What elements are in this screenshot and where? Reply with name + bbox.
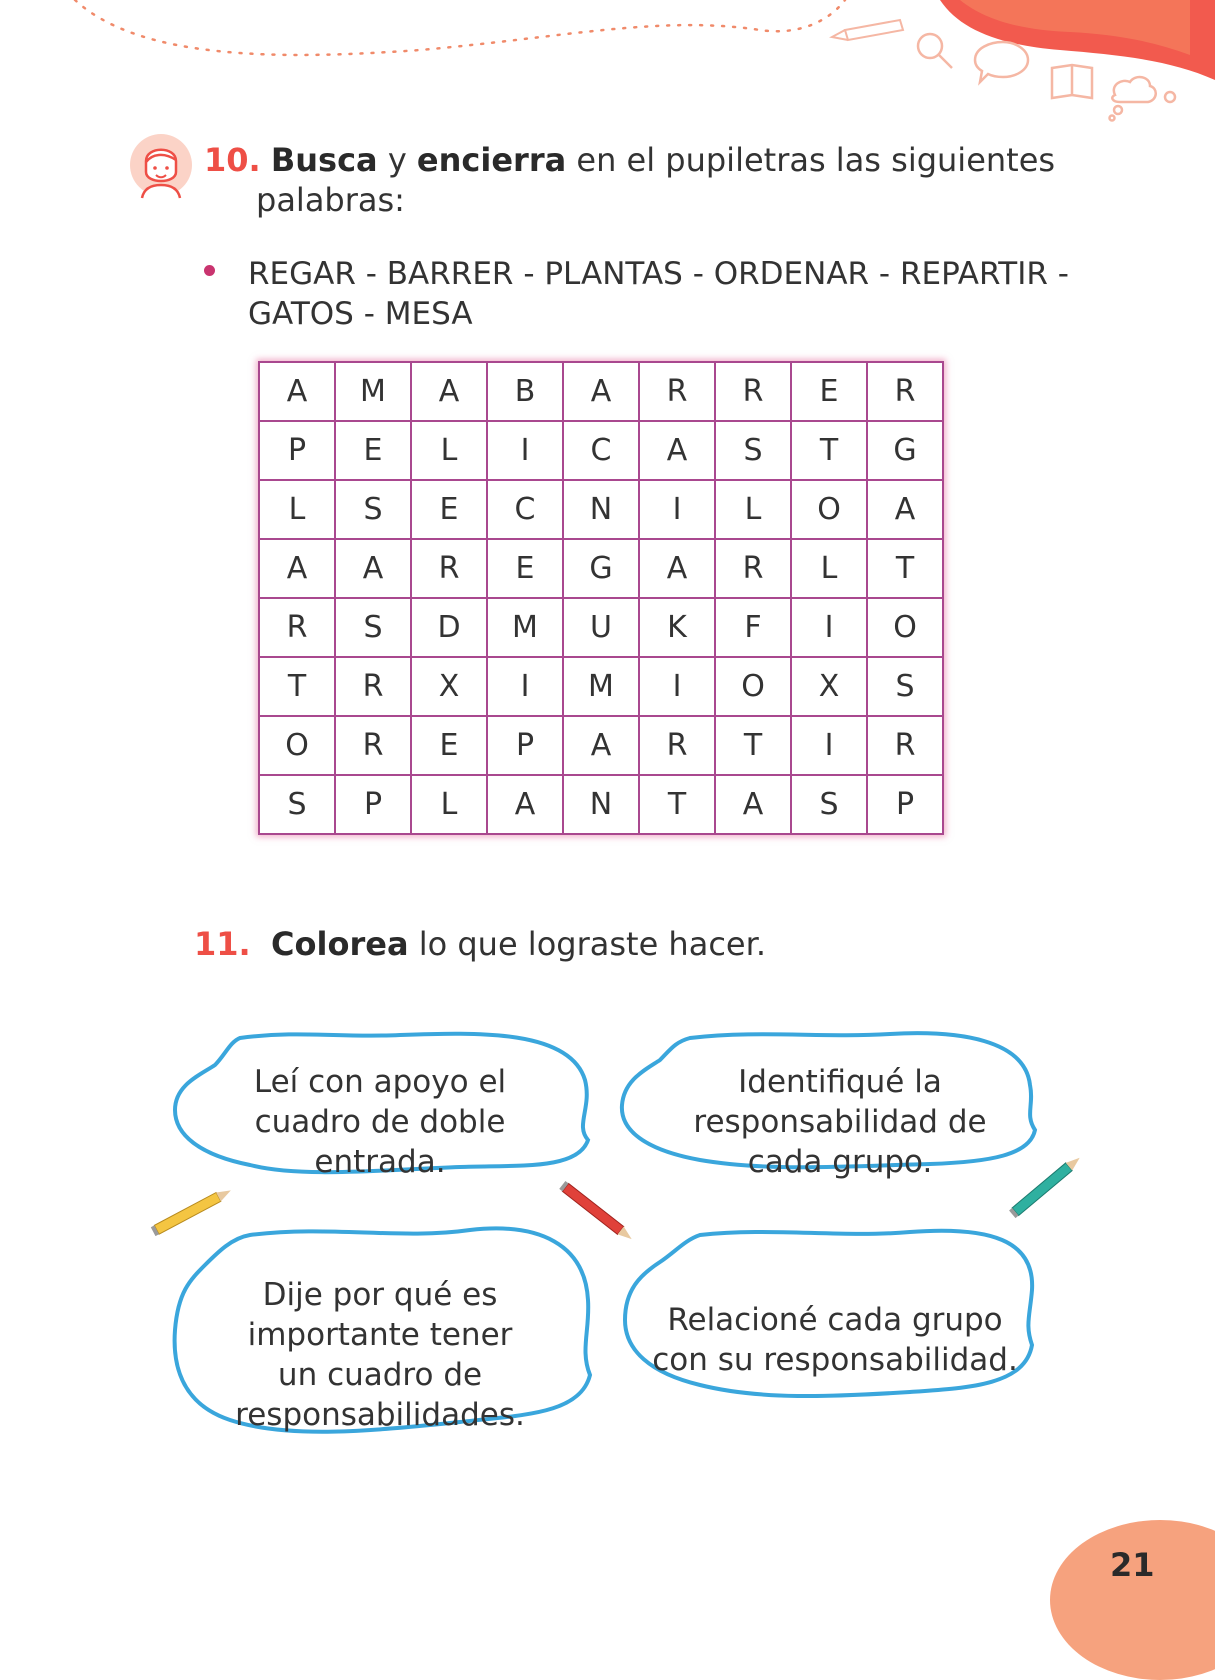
grid-cell[interactable]: A [715, 775, 791, 834]
bubble-text-1 [200, 1062, 560, 1182]
grid-cell[interactable]: K [639, 598, 715, 657]
grid-cell[interactable]: P [487, 716, 563, 775]
grid-cell[interactable]: B [487, 362, 563, 421]
red-pencil-icon [559, 1181, 635, 1243]
page-number-tab [1050, 1520, 1215, 1680]
grid-cell[interactable]: M [335, 362, 411, 421]
grid-cell[interactable]: R [715, 539, 791, 598]
speech-bubble-icon [975, 42, 1028, 82]
grid-cell[interactable]: R [639, 362, 715, 421]
grid-cell[interactable]: S [259, 775, 335, 834]
grid-cell[interactable]: M [563, 657, 639, 716]
grid-cell[interactable]: S [867, 657, 943, 716]
grid-cell[interactable]: O [259, 716, 335, 775]
grid-cell[interactable]: E [411, 716, 487, 775]
grid-cell[interactable]: E [487, 539, 563, 598]
word-list-line: REGAR - BARRER - PLANTAS - ORDENAR - REPARTIR - [248, 256, 1069, 292]
bullet-point [204, 265, 215, 276]
bubble-line: con su responsabilidad. [652, 1342, 1018, 1378]
bubble-line: un cuadro de [277, 1357, 483, 1393]
grid-cell[interactable]: A [563, 716, 639, 775]
grid-cell[interactable]: I [791, 716, 867, 775]
grid-cell[interactable]: I [487, 421, 563, 480]
grid-row [259, 362, 943, 421]
bubble-text-3 [200, 1275, 560, 1435]
grid-cell[interactable]: A [639, 539, 715, 598]
grid-cell[interactable]: T [791, 421, 867, 480]
student-icon [130, 128, 196, 202]
word-list [248, 254, 1108, 334]
activity-10-instruction [204, 140, 1064, 220]
instruction-text: en el pupiletras las siguientes [576, 141, 1056, 179]
grid-cell[interactable]: S [335, 598, 411, 657]
grid-cell[interactable]: X [411, 657, 487, 716]
grid-cell[interactable]: E [411, 480, 487, 539]
grid-cell[interactable]: R [411, 539, 487, 598]
grid-cell[interactable]: O [867, 598, 943, 657]
magnifier-icon [918, 34, 952, 68]
book-icon [1052, 65, 1092, 98]
bubble-line: cada grupo. [747, 1144, 933, 1180]
yellow-pencil-icon [151, 1186, 233, 1236]
grid-cell[interactable]: O [715, 657, 791, 716]
bubble-line: Identifiqué la [738, 1064, 942, 1100]
activity-10-number: 10. [204, 141, 261, 179]
grid-cell[interactable]: C [563, 421, 639, 480]
bubble-line: Leí con apoyo el [253, 1064, 507, 1100]
grid-cell[interactable]: C [487, 480, 563, 539]
grid-cell[interactable]: S [335, 480, 411, 539]
grid-cell[interactable]: U [563, 598, 639, 657]
grid-cell[interactable]: E [335, 421, 411, 480]
page-number: 21 [1110, 1546, 1155, 1584]
grid-cell[interactable]: X [791, 657, 867, 716]
grid-cell[interactable]: R [715, 362, 791, 421]
grid-cell[interactable]: A [411, 362, 487, 421]
grid-cell[interactable]: R [867, 716, 943, 775]
grid-cell[interactable]: N [563, 775, 639, 834]
grid-cell[interactable]: E [791, 362, 867, 421]
grid-row [259, 539, 943, 598]
grid-cell[interactable]: P [335, 775, 411, 834]
word-list-line: GATOS - MESA [248, 296, 473, 332]
grid-row [259, 421, 943, 480]
thought-cloud-icon [1110, 77, 1176, 120]
grid-cell[interactable]: L [259, 480, 335, 539]
grid-cell[interactable]: F [715, 598, 791, 657]
grid-cell[interactable]: A [563, 362, 639, 421]
grid-cell[interactable]: R [259, 598, 335, 657]
grid-cell[interactable]: T [867, 539, 943, 598]
grid-cell[interactable]: R [867, 362, 943, 421]
grid-cell[interactable]: M [487, 598, 563, 657]
instruction-text: lo que lograste hacer. [418, 925, 766, 963]
bubble-line: cuadro de doble [254, 1104, 506, 1140]
grid-cell[interactable]: A [335, 539, 411, 598]
grid-cell[interactable]: T [639, 775, 715, 834]
grid-cell[interactable]: A [867, 480, 943, 539]
bubble-line: responsabilidad de [693, 1104, 987, 1140]
bubble-line: responsabilidades. [235, 1397, 525, 1433]
grid-row [259, 657, 943, 716]
grid-row [259, 775, 943, 834]
grid-cell[interactable]: S [791, 775, 867, 834]
instruction-conjunction: y [387, 141, 407, 179]
grid-cell[interactable]: L [715, 480, 791, 539]
grid-cell[interactable]: A [259, 539, 335, 598]
grid-cell[interactable]: L [411, 775, 487, 834]
grid-cell[interactable]: N [563, 480, 639, 539]
grid-cell[interactable]: P [867, 775, 943, 834]
instruction-verb-encierra: encierra [416, 141, 567, 179]
bubble-text-2 [645, 1062, 1035, 1182]
grid-row [259, 480, 943, 539]
grid-cell[interactable]: L [791, 539, 867, 598]
header-decoration [0, 0, 1215, 130]
instruction-verb-busca: Busca [270, 141, 378, 179]
grid-cell[interactable]: I [639, 480, 715, 539]
grid-cell[interactable]: P [259, 421, 335, 480]
grid-cell[interactable]: R [335, 716, 411, 775]
grid-cell[interactable]: R [639, 716, 715, 775]
bubble-line: Relacioné cada grupo [667, 1302, 1003, 1338]
grid-cell[interactable]: D [411, 598, 487, 657]
grid-cell[interactable]: A [259, 362, 335, 421]
grid-row [259, 598, 943, 657]
grid-cell[interactable]: G [867, 421, 943, 480]
bubble-line: entrada. [314, 1144, 446, 1180]
grid-cell[interactable]: L [411, 421, 487, 480]
grid-cell[interactable]: S [715, 421, 791, 480]
grid-cell[interactable]: I [639, 657, 715, 716]
grid-cell[interactable]: I [487, 657, 563, 716]
grid-cell[interactable]: A [639, 421, 715, 480]
activity-11-number: 11. [194, 925, 251, 963]
grid-cell[interactable]: T [259, 657, 335, 716]
grid-cell[interactable]: O [791, 480, 867, 539]
grid-cell[interactable]: R [335, 657, 411, 716]
instruction-text-continued: palabras: [256, 181, 405, 219]
pencil-icon [832, 20, 903, 40]
grid-cell[interactable]: T [715, 716, 791, 775]
bubble-line: Dije por qué es [262, 1277, 498, 1313]
grid-cell[interactable]: G [563, 539, 639, 598]
bubble-text-4 [640, 1300, 1030, 1380]
grid-row [259, 716, 943, 775]
activity-11-instruction [194, 924, 766, 964]
bubble-line: importante tener [247, 1317, 513, 1353]
word-search-grid[interactable] [258, 361, 944, 835]
grid-cell[interactable]: A [487, 775, 563, 834]
instruction-verb-colorea: Colorea [271, 925, 409, 963]
grid-cell[interactable]: I [791, 598, 867, 657]
